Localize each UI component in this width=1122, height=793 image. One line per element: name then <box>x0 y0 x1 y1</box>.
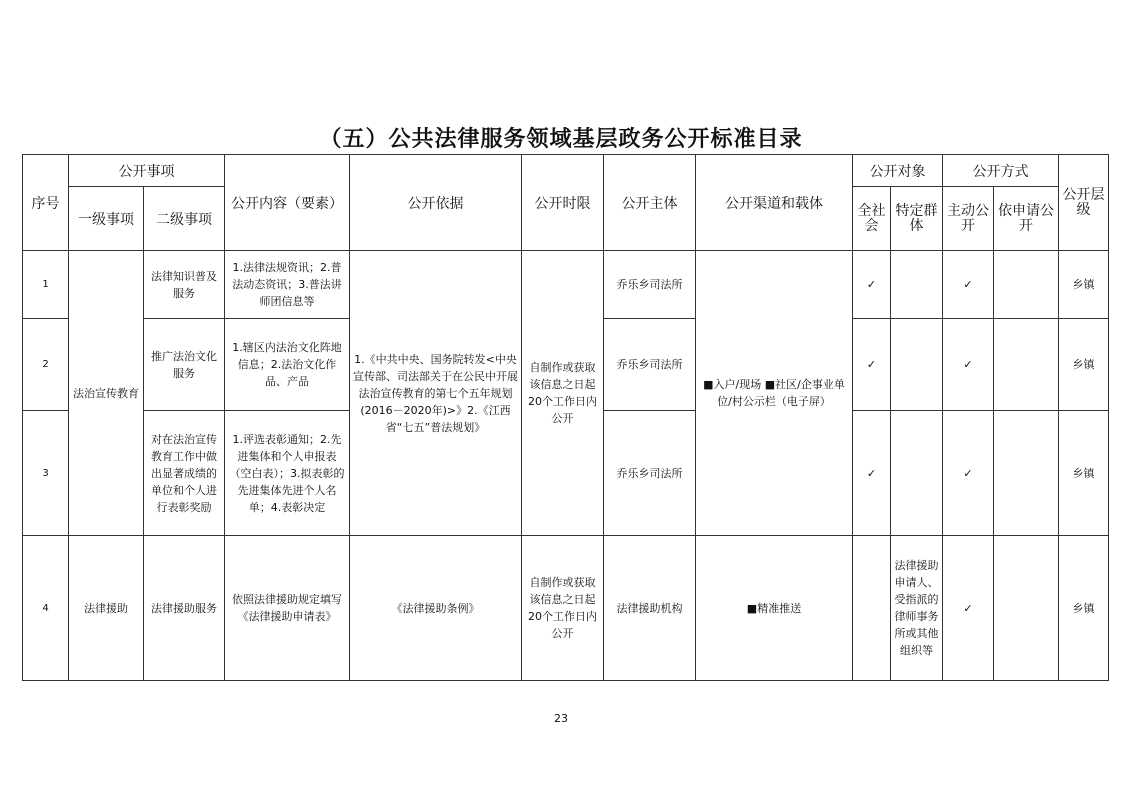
page-number: 23 <box>554 712 568 725</box>
row-subject: 法律援助机构 <box>604 536 696 681</box>
page-title: （五）公共法律服务领域基层政务公开标准目录 <box>319 127 803 152</box>
row-content: 1.辖区内法治文化阵地信息；2.法治文化作品、产品 <box>225 319 350 411</box>
row-level2: 法律知识普及服务 <box>144 251 225 319</box>
row-level1: 法律援助 <box>69 536 144 681</box>
row-channel: ■精准推送 <box>696 536 853 681</box>
row-basis: 《法律援助条例》 <box>350 536 522 681</box>
row-content: 依照法律援助规定填写《法律援助申请表》 <box>225 536 350 681</box>
header-specific-group: 特定群体 <box>891 187 943 251</box>
row-seq: 3 <box>23 411 69 536</box>
row-all-society: ✓ <box>853 251 891 319</box>
row-level: 乡镇 <box>1059 319 1109 411</box>
row-active: ✓ <box>943 536 994 681</box>
row-on-request <box>994 411 1059 536</box>
header-on-request: 依申请公开 <box>994 187 1059 251</box>
header-level1: 一级事项 <box>69 187 144 251</box>
header-method: 公开方式 <box>943 155 1059 187</box>
row-level: 乡镇 <box>1059 411 1109 536</box>
row-specific-group: 法律援助申请人、受指派的律师事务所或其他组织等 <box>891 536 943 681</box>
row-subject: 乔乐乡司法所 <box>604 411 696 536</box>
table-row <box>23 251 1109 319</box>
row-subject: 乔乐乡司法所 <box>604 251 696 319</box>
row-time-limit: 自制作或获取该信息之日起20个工作日内公开 <box>522 536 604 681</box>
catalog-table <box>22 154 1109 681</box>
row-level2: 推广法治文化服务 <box>144 319 225 411</box>
row-level: 乡镇 <box>1059 251 1109 319</box>
row-channel: ■入户/现场 ■社区/企事业单位/村公示栏（电子屏） <box>696 251 853 536</box>
header-time-limit: 公开时限 <box>522 155 604 251</box>
header-channel: 公开渠道和载体 <box>696 155 853 251</box>
row-seq: 4 <box>23 536 69 681</box>
row-active: ✓ <box>943 319 994 411</box>
header-object: 公开对象 <box>853 155 943 187</box>
row-level2: 对在法治宣传教育工作中做出显著成绩的单位和个人进行表彰奖励 <box>144 411 225 536</box>
row-seq: 1 <box>23 251 69 319</box>
row-level: 乡镇 <box>1059 536 1109 681</box>
row-seq: 2 <box>23 319 69 411</box>
header-level2: 二级事项 <box>144 187 225 251</box>
row-level2: 法律援助服务 <box>144 536 225 681</box>
row-specific-group <box>891 319 943 411</box>
row-active: ✓ <box>943 411 994 536</box>
header-active: 主动公开 <box>943 187 994 251</box>
row-on-request <box>994 251 1059 319</box>
header-basis: 公开依据 <box>350 155 522 251</box>
row-content: 1.法律法规资讯；2.普法动态资讯；3.普法讲师团信息等 <box>225 251 350 319</box>
row-on-request <box>994 536 1059 681</box>
row-specific-group <box>891 251 943 319</box>
header-matters: 公开事项 <box>69 155 225 187</box>
row-all-society: ✓ <box>853 411 891 536</box>
row-content: 1.评选表彰通知；2.先进集体和个人申报表（空白表）；3.拟表彰的先进集体先进个人名单；4.表彰决定 <box>225 411 350 536</box>
row-specific-group <box>891 411 943 536</box>
header-all-society: 全社会 <box>853 187 891 251</box>
row-level1: 法治宣传教育 <box>69 251 144 536</box>
row-subject: 乔乐乡司法所 <box>604 319 696 411</box>
header-seq: 序号 <box>23 155 69 251</box>
header-level: 公开层级 <box>1059 155 1109 251</box>
header-content: 公开内容（要素） <box>225 155 350 251</box>
row-active: ✓ <box>943 251 994 319</box>
table-row <box>23 536 1109 681</box>
row-all-society <box>853 536 891 681</box>
header-subject: 公开主体 <box>604 155 696 251</box>
row-time-limit: 自制作或获取该信息之日起20个工作日内公开 <box>522 251 604 536</box>
row-basis: 1.《中共中央、国务院转发<中央宣传部、司法部关于在公民中开展法治宣传教育的第七个五年规划(2016－2020年)>》2.《江西省“七五”普法规划》 <box>350 251 522 536</box>
row-all-society: ✓ <box>853 319 891 411</box>
row-on-request <box>994 319 1059 411</box>
